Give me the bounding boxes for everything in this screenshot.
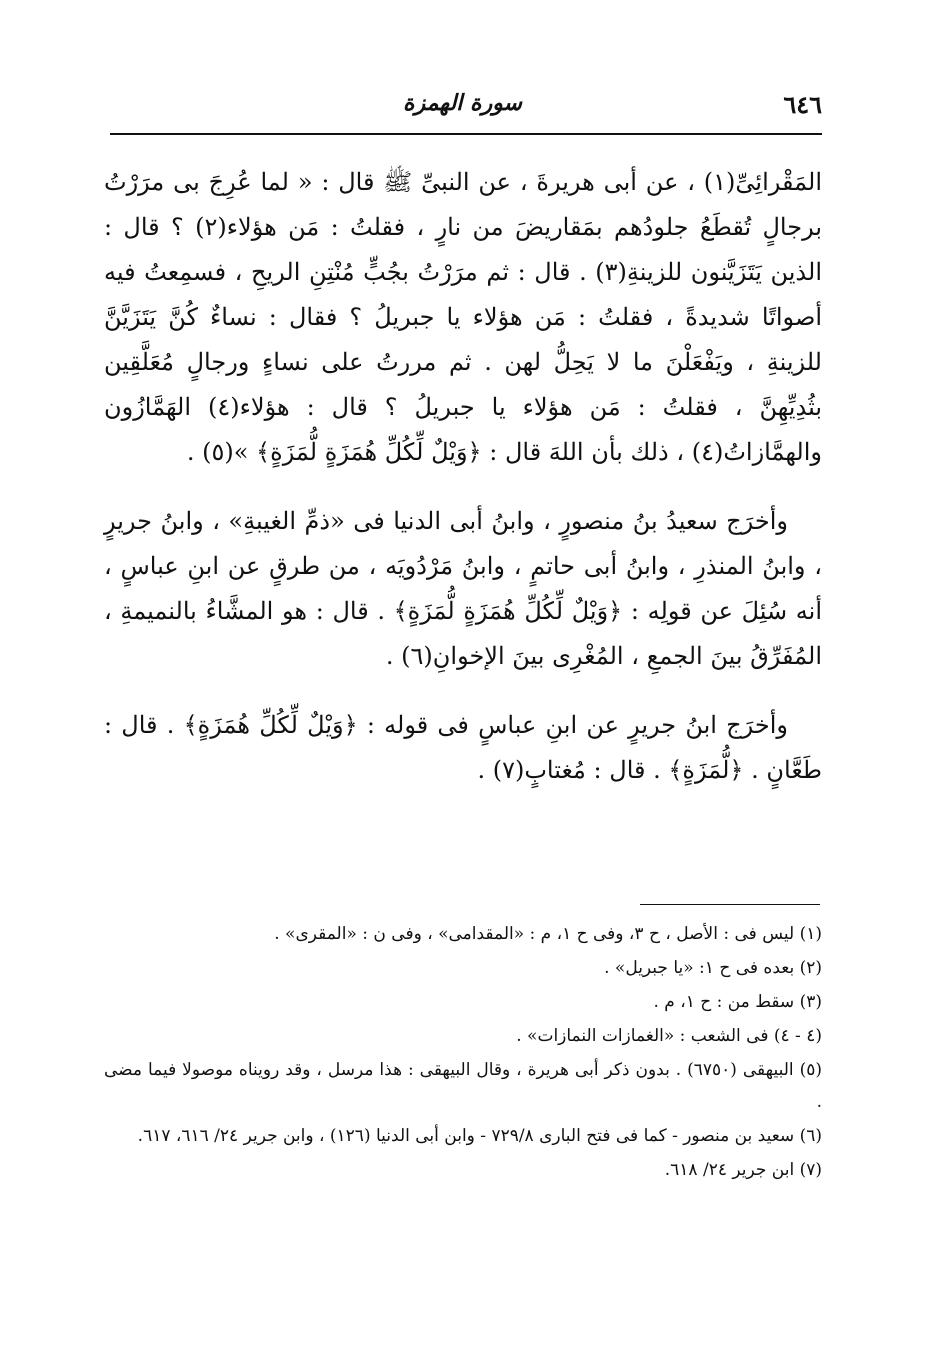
header-rule (110, 133, 822, 135)
footnote-1: (١) ليس فى : الأصل ، ح ٣، وفى ح ١، م : «المقدامى» ، وفى ن : «المقرى» . (274, 924, 822, 944)
page-number: ٦٤٦ (783, 90, 822, 119)
footnote-7: (٧) ابن جرير ٢٤/ ٦١٨. (664, 1160, 822, 1180)
footnote-6: (٦) سعيد بن منصور - كما فى فتح البارى ٧٢٩/٨ - وابن أبى الدنيا (١٢٦) ، وابن جرير ٢٤/ ٦١٦، ٦١٧. (137, 1126, 822, 1146)
running-title: سورة الهمزة (403, 90, 522, 116)
footnote-2: (٢) بعده فى ح ١: «يا جبريل» . (604, 958, 822, 978)
footnotes (104, 918, 822, 1188)
footnote-divider (640, 904, 820, 905)
footnote-3: (٣) سقط من : ح ١، م . (653, 992, 822, 1012)
paragraph-ibn-abbas-2: وأخرَج ابنُ جريرٍ عن ابنِ عباسٍ فى قوله : ﴿وَيْلٌ لِّكُلِّ هُمَزَةٍ﴾ . قال : طَعَّانٍ . ﴿لُّمَزَةٍ﴾ . قال : مُغتابٍ(٧) . (104, 711, 822, 784)
page-header (110, 84, 822, 130)
paragraph-ibn-abbas-1: وأخرَج سعيدُ بنُ منصورٍ ، وابنُ أبى الدنيا فى «ذمِّ الغيبةِ» ، وابنُ جريرٍ ، وابنُ المنذرِ ، وابنُ أبى حاتمٍ ، وابنُ مَرْدُويَه ، من طرقٍ عن ابنِ عباسٍ ، أنه سُئِلَ عن قولِه : ﴿وَيْلٌ لِّكُلِّ هُمَزَةٍ لُّمَزَةٍ﴾ . قال : هو المشَّاءُ بالنميمةِ ، المُفَرِّقُ بينَ الجمعِ ، المُغْرِى بينَ الإخوانِ(٦) . (104, 507, 822, 670)
paragraph-hadith: المَقْرائِىِّ(١) ، عن أبى هريرةَ ، عن النبىِّ ﷺ قال : « لما عُرِجَ بى مرَرْتُ برجالٍ تُقطَعُ جلودُهم بمَقاريضَ من نارٍ ، فقلتُ : مَن هؤلاء(٢) ؟ قال : الذين يَتَزَيَّنون للزينةِ(٣) . قال : ثم مرَرْتُ بجُبٍّ مُنْتِنِ الريحِ ، فسمِعتُ فيه أصواتًا شديدةً ، فقلتُ : مَن هؤلاء يا جبريلُ ؟ فقال : نساءٌ كُنَّ يَتَزَيَّنَّ للزينةِ ، ويَفْعَلْنَ ما لا يَحِلُّ لهن . ثم مررتُ على نساءٍ ورجالٍ مُعَلَّقِين بثُدِيِّهِنَّ ، فقلتُ : مَن هؤلاء يا جبريلُ ؟ قال : هؤلاء(٤) الهَمَّازُون والهمَّازاتُ(٤) ، ذلك بأن اللهَ قال : ﴿وَيْلٌ لِّكُلِّ هُمَزَةٍ لُّمَزَةٍ﴾ »(٥) . (104, 168, 823, 466)
footnote-4: (٤ - ٤) فى الشعب : «الغمازات النمازات» . (516, 1026, 822, 1046)
footnote-5: (٥) البيهقى (٦٧٥٠) . بدون ذكر أبى هريرة ، وقال البيهقى : هذا مرسل ، وقد رويناه موصولا فيما مضى . (104, 1060, 823, 1112)
main-text (104, 160, 822, 817)
